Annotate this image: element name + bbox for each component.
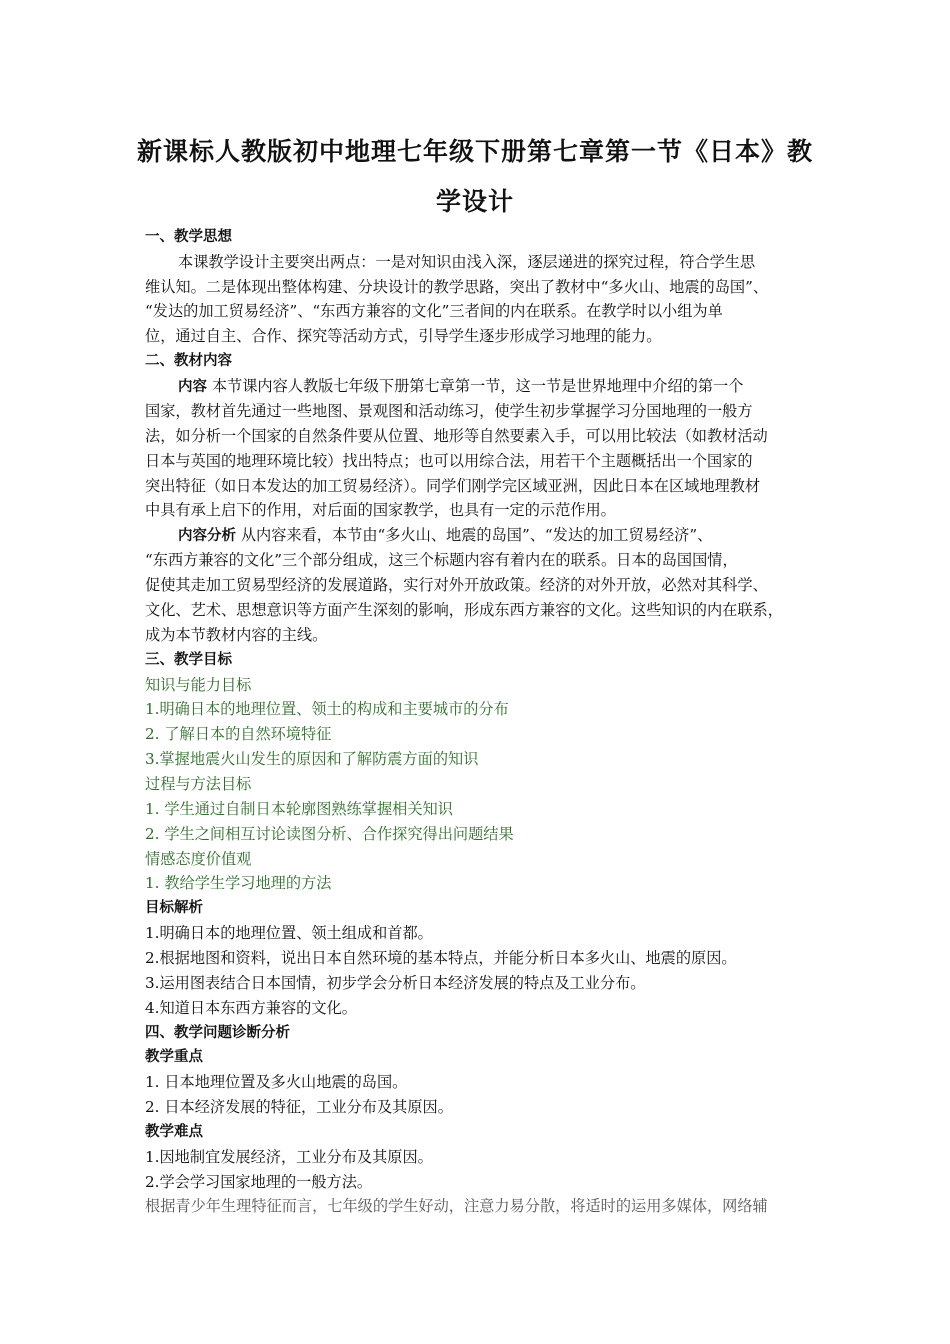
key-point-item: 2. 日本经济发展的特征，工业分布及其原因。	[145, 1098, 453, 1116]
objective-item: 1.明确日本的地理位置、领土的构成和主要城市的分布	[145, 700, 509, 718]
paragraph-line	[178, 374, 848, 398]
paragraph-text: 本节课内容人教版七年级下册第七章第一节，这一节是世界地理中介绍的第一个	[207, 377, 744, 395]
paragraph-line: 国家，教材首先通过一些地图、景观图和活动练习，使学生初步掌握学习分国地理的一般方	[145, 402, 753, 420]
key-point-item: 1. 日本地理位置及多火山地震的岛国。	[145, 1073, 408, 1091]
subheading-key-points: 教学重点	[145, 1049, 203, 1065]
analysis-item: 2.根据地图和资料，说出日本自然环境的基本特点，并能分析日本多火山、地震的原因。	[145, 949, 737, 967]
objective-item: 2. 学生之间相互讨论读图分析、合作探究得出问题结果	[145, 825, 514, 843]
paragraph-line: “发达的加工贸易经济”、“东西方兼容的文化”三者间的内在联系。在教学时以小组为单	[145, 302, 723, 320]
objective-group-title: 过程与方法目标	[145, 775, 252, 793]
paragraph-line: 中具有承上启下的作用，对后面的国家教学，也具有一定的示范作用。	[145, 501, 616, 519]
paragraph-line: 位，通过自主、合作、探究等活动方式，引导学生逐步形成学习地理的能力。	[145, 327, 662, 345]
objective-group-title: 知识与能力目标	[145, 676, 252, 694]
paragraph-line	[178, 523, 848, 547]
objective-item: 3.掌握地震火山发生的原因和了解防震方面的知识	[145, 750, 479, 768]
paragraph-line: 本课教学设计主要突出两点：一是对知识由浅入深，逐层递进的探究过程，符合学生思	[178, 253, 756, 271]
doc-title-line2: 学设计	[435, 187, 514, 216]
analysis-item: 3.运用图表结合日本国情，初步学会分析日本经济发展的特点及工业分布。	[145, 974, 646, 992]
paragraph-line: 成为本节教材内容的主线。	[145, 626, 328, 644]
doc-title-line1: 新课标人教版初中地理七年级下册第七章第一节《日本》教	[136, 137, 813, 166]
section-heading-material: 二、教材内容	[145, 353, 232, 369]
inline-label-content: 内容	[178, 379, 207, 395]
subheading-difficulties: 教学难点	[145, 1124, 203, 1140]
section-heading-objectives: 三、教学目标	[145, 652, 232, 668]
objective-item: 1. 教给学生学习地理的方法	[145, 874, 332, 892]
objective-group-title: 情感态度价值观	[145, 850, 252, 868]
subheading-objective-analysis: 目标解析	[145, 900, 203, 916]
paragraph-line: 文化、艺术、思想意识等方面产生深刻的影响，形成东西方兼容的文化。这些知识的内在联系，	[145, 601, 783, 619]
difficulty-item: 1.因地制宜发展经济，工业分布及其原因。	[145, 1148, 433, 1166]
section-heading-teaching-idea: 一、教学思想	[145, 229, 232, 245]
objective-item: 1. 学生通过自制日本轮廓图熟练掌握相关知识	[145, 800, 453, 818]
section-heading-diagnosis: 四、教学问题诊断分析	[145, 1025, 290, 1041]
paragraph-text: 从内容来看，本节由“多火山、地震的岛国”、“发达的加工贸易经济”、	[236, 526, 713, 544]
paragraph-line: 突出特征（如日本发达的加工贸易经济）。同学们刚学完区域亚洲，因此日本在区域地理教材	[145, 477, 761, 495]
paragraph-line: “东西方兼容的文化”三个部分组成，这三个标题内容有着内在的联系。日本的岛国国情，	[145, 551, 738, 569]
paragraph-line: 维认知。二是体现出整体构建、分块设计的教学思路，突出了教材中“多火山、地震的岛国”、	[145, 278, 769, 296]
analysis-item: 4.知道日本东西方兼容的文化。	[145, 999, 357, 1017]
objective-item: 2. 了解日本的自然环境特征	[145, 725, 332, 743]
paragraph-line: 日本与英国的地理环境比较）找出特点；也可以用综合法，用若干个主题概括出一个国家的	[145, 452, 753, 470]
paragraph-line: 根据青少年生理特征而言，七年级的学生好动，注意力易分散，将适时的运用多媒体，网络辅	[145, 1197, 768, 1215]
difficulty-item: 2.学会学习国家地理的一般方法。	[145, 1173, 373, 1191]
paragraph-line: 促使其走加工贸易型经济的发展道路，实行对外开放政策。经济的对外开放，必然对其科学、	[145, 576, 768, 594]
analysis-item: 1.明确日本的地理位置、领土组成和首都。	[145, 924, 433, 942]
inline-label-analysis: 内容分析	[178, 528, 236, 544]
paragraph-line: 法，如分析一个国家的自然条件要从位置、地形等自然要素入手，可以用比较法（如教材活动	[145, 427, 768, 445]
